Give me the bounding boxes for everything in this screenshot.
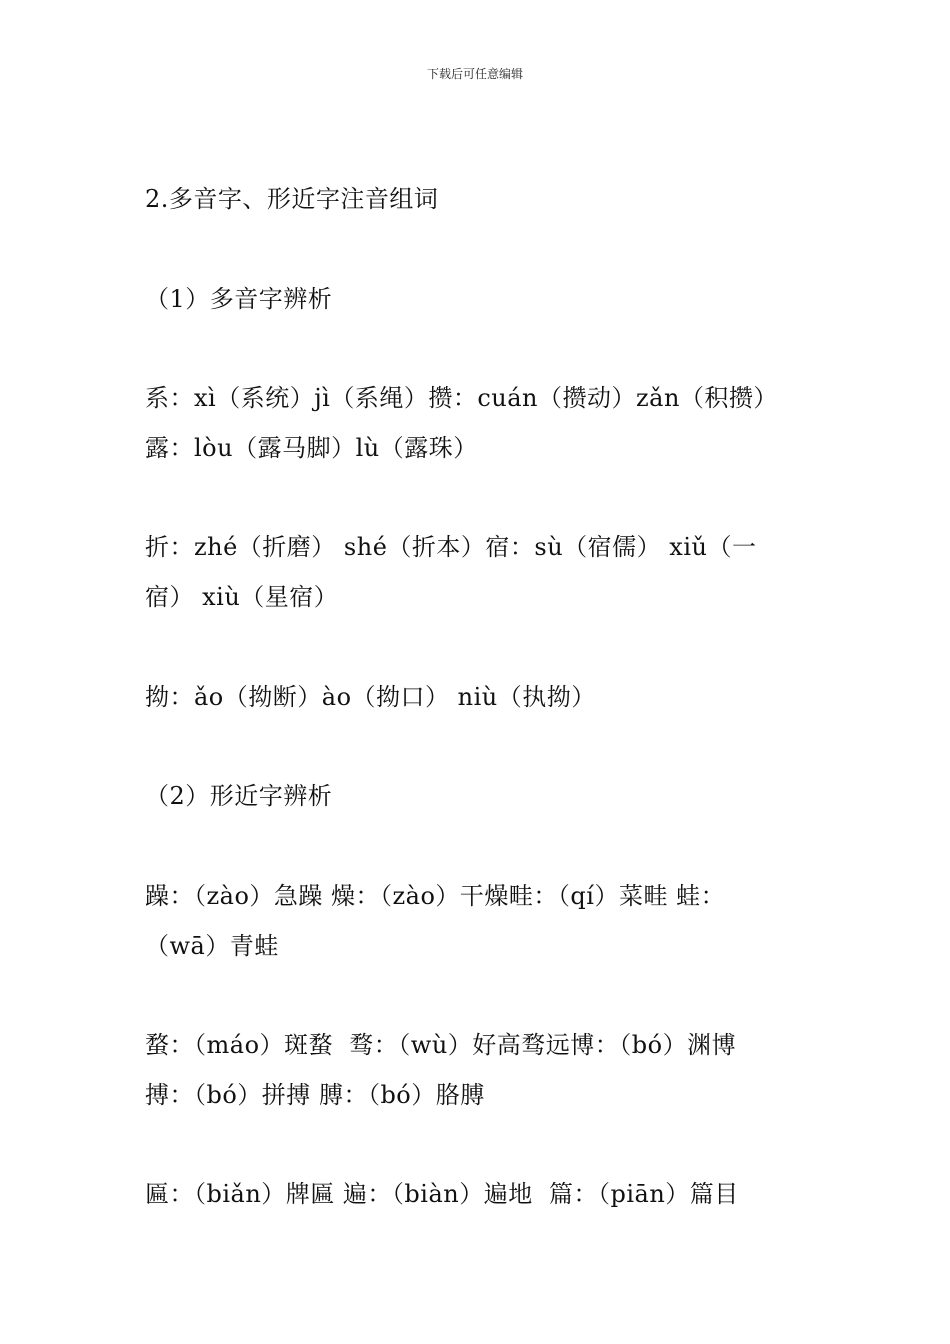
- section-title: 2.多音字、形近字注音组词: [145, 185, 439, 213]
- similar-char-line-5: 匾：（biǎn）牌匾 遍：（biàn）遍地 篇：（piān）篇目: [145, 1180, 739, 1208]
- similar-char-line-2: （wā）青蛙: [145, 932, 279, 960]
- polyphone-line-1: 系：xì（系统）jì（系绳）攒：cuán（攒动）zǎn（积攒）: [145, 384, 778, 412]
- polyphone-line-5: 拗：ǎo（拗断）ào（拗口） niù（执拗）: [145, 683, 596, 711]
- similar-char-line-4: 搏：（bó）拼搏 膊：（bó）胳膊: [145, 1081, 485, 1109]
- polyphone-line-2: 露：lòu（露马脚）lù（露珠）: [145, 434, 478, 462]
- part2-heading: （2）形近字辨析: [145, 782, 333, 810]
- similar-char-line-3: 蝥：（máo）斑蝥 骛：（wù）好高骛远博：（bó）渊博: [145, 1031, 737, 1059]
- part1-heading: （1）多音字辨析: [145, 285, 333, 313]
- page-header: 下载后可任意编辑: [426, 67, 523, 81]
- polyphone-line-3: 折：zhé（折磨） shé（折本）宿：sù（宿儒） xiǔ（一: [145, 533, 757, 561]
- similar-char-line-1: 躁：（zào）急躁 燥：（zào）干燥畦：（qí）菜畦 蛙：: [145, 882, 726, 910]
- polyphone-line-4: 宿） xiù（星宿）: [145, 583, 339, 611]
